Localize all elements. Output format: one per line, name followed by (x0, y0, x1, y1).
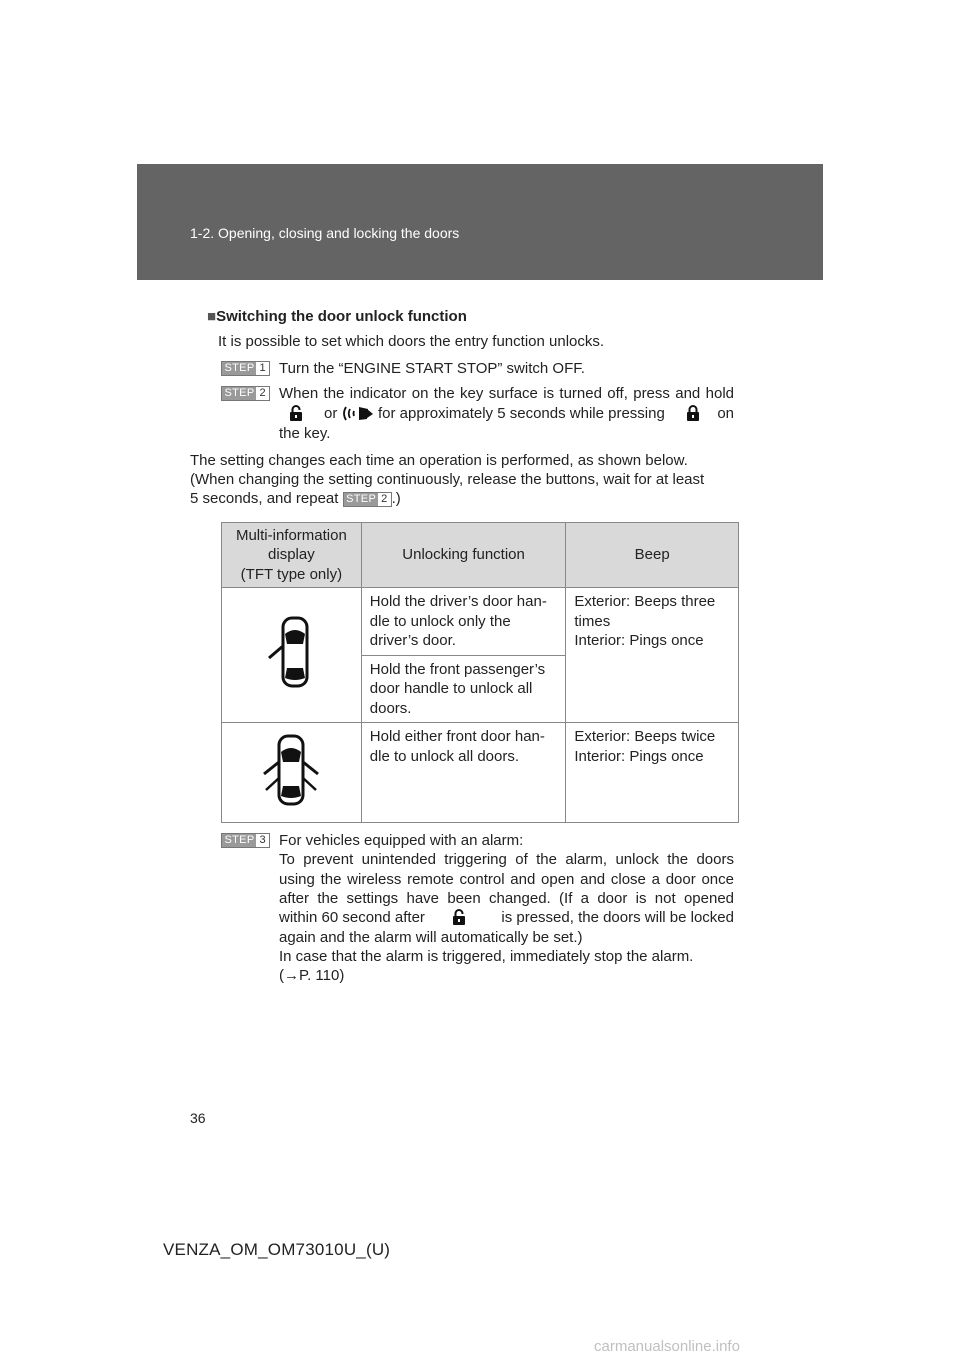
car-driver-door-open-icon (261, 612, 321, 692)
display-cell (222, 588, 362, 723)
step-3-line-6: again and the alarm will automatically be set.) (279, 929, 583, 946)
table-row (222, 723, 739, 823)
function-cell: Hold the driver’s door han- dle to unlock only the driver’s door. (361, 588, 566, 656)
step-3-page-ref: (→P. 110) (279, 967, 345, 984)
intro-text: It is possible to set which doors the entry function unlocks. (218, 333, 605, 350)
beep-cell: Exterior: Beeps twice Interior: Pings once (566, 723, 739, 823)
page-number: 36 (190, 1110, 206, 1126)
step-2-mid-text: for approximately 5 seconds while pressing (378, 405, 665, 422)
or-text: or (324, 405, 338, 422)
step-1-badge: STEP 1 (221, 361, 270, 376)
unlock-settings-table (221, 522, 739, 823)
step-2-line-2 (279, 404, 734, 424)
heading-marker: ■ (207, 308, 217, 325)
step-1-text: Turn the “ENGINE START STOP” switch OFF. (279, 360, 585, 377)
section-header-bar (137, 164, 823, 280)
step-3-line-4: after the settings have been changed. (If a door is not opened (279, 890, 734, 907)
paragraph-line-2: (When changing the setting continuously, release the buttons, wait for at least (190, 471, 705, 488)
display-cell (222, 723, 362, 823)
watermark: carmanualsonline.info (594, 1338, 740, 1355)
function-cell: Hold either front door han- dle to unlock all doors. (361, 723, 566, 823)
lock-icon (686, 405, 700, 422)
trunk-open-icon (341, 405, 375, 422)
car-front-doors-open-icon (256, 730, 326, 810)
on-text: on (717, 405, 734, 422)
paragraph-line-3: 5 seconds, and repeat STEP 2 .) (190, 490, 401, 507)
section-heading (207, 307, 467, 327)
section-title: 1-2. Opening, closing and locking the doors (190, 225, 460, 241)
unlock-icon (452, 909, 466, 926)
table-header-row (222, 523, 739, 588)
header-beep: Beep (566, 523, 739, 588)
step-3-badge: STEP 3 (221, 833, 270, 848)
step-3-line-2: To prevent unintended triggering of the alarm, unlock the doors (279, 851, 734, 868)
inline-step-2-badge: STEP 2 (343, 492, 392, 507)
paragraph-line-1: The setting changes each time an operation is performed, as shown below. (190, 452, 688, 469)
step-3-line-3: using the wireless remote control and open and close a door once (279, 871, 734, 888)
beep-cell: Exterior: Beeps three times Interior: Pings once (566, 588, 739, 723)
step-3-line-5: within 60 second after is pressed, the doors will be locked (279, 909, 734, 926)
header-function: Unlocking function (361, 523, 566, 588)
document-code: VENZA_OM_OM73010U_(U) (163, 1240, 391, 1259)
unlock-icon (289, 405, 303, 422)
function-cell: Hold the front passenger’s door handle to unlock all doors. (361, 655, 566, 723)
step-2-line-3: the key. (279, 425, 331, 442)
step-3-line-1: For vehicles equipped with an alarm: (279, 832, 524, 849)
step-2-line-1: When the indicator on the key surface is turned off, press and hold (279, 385, 734, 402)
table-row (222, 588, 739, 656)
step-2-badge: STEP 2 (221, 386, 270, 401)
heading-text: Switching the door unlock function (216, 308, 467, 325)
step-3-line-7: In case that the alarm is triggered, immediately stop the alarm. (279, 948, 694, 965)
header-display: Multi-information display (TFT type only) (222, 523, 362, 588)
